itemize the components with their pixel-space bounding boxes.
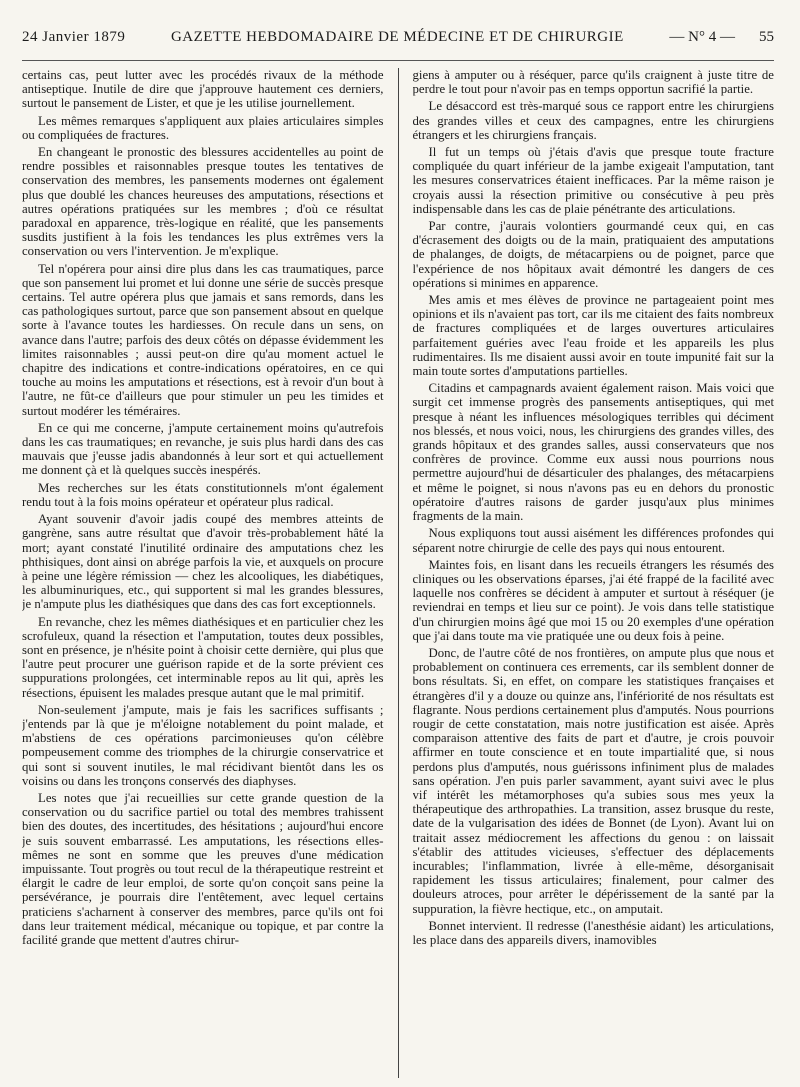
paragraph: Nous expliquons tout aussi aisément les différences profondes qui séparent notre chirurgie de celle des pays qui nous entourent. <box>412 526 774 555</box>
page-header <box>22 14 774 61</box>
issue-date: 24 Janvier 1879 <box>22 28 126 45</box>
paragraph: Tel n'opérera pour ainsi dire plus dans les cas traumatiques, parce que son pansement lui promet et lui donne une série de succès presque certains. Tel autre opérera plus que jamais et sans remords, dans les cas pathologiques surtout, parce que son pansement absout en quelque sorte à l'avance toutes les hardiesses. On recule dans un sens, on avance dans l'autre; parfois des deux côtés on dépasse évidemment les limites raisonnables ; aussi peut-on dire qu'au moment actuel le chapitre des indications et contre-indications opératoires, en ce qui touche au moins les amputations et résections, est à revoir d'un bout à l'autre, ne fût-ce d'ailleurs que pour stimuler un peu les timides et surtout modérer les téméraires. <box>22 261 384 418</box>
paragraph: Par contre, j'aurais volontiers gourmandé ceux qui, en cas d'écrasement des doigts ou de la main, pratiquaient des amputations de phalanges, de doigts, de métacarpiens ou de poignet, parce que l'expérience de nos hôpitaux avait démontré les dangers de ces opérations si minimes en apparence. <box>412 219 774 290</box>
paragraph: Mes recherches sur les états constitutionnels m'ont également rendu tout à la fois moins opérateur et opérateur plus radical. <box>22 480 384 509</box>
paragraph: En ce qui me concerne, j'ampute certainement moins qu'autrefois dans les cas traumatiques; en revanche, je suis plus hardi dans des cas mauvais que j'eusse jadis abandonnés à leur sort et qui actuellement me donnent çà et là quelques succès inespérés. <box>22 420 384 478</box>
page-number: 55 <box>758 28 774 45</box>
journal-title: GAZETTE HEBDOMADAIRE DE MÉDECINE ET DE CHIRURGIE <box>170 28 624 45</box>
paragraph: Il fut un temps où j'étais d'avis que presque toute fracture compliquée du quart inférieur de la jambe exigeait l'amputation, tant les mesures conservatrices étaient inefficaces. Par la même raison je croyais aussi la résection primitive ou consécutive à peu près indispensable dans les cas de plaie pénétrante des articulations. <box>412 145 774 216</box>
article-body <box>22 68 774 1078</box>
paragraph: Donc, de l'autre côté de nos frontières, on ampute plus que nous et probablement on continuera ces errements, car ils semblent donner de bons résultats. Si, en effet, on compare les statistiques françaises et étrangères d'il y a douze ou quinze ans, l'infériorité de nos résultats est flagrante. Nous perdions certainement plus d'amputés. Nous pourrions rougir de cette constatation, mais notre justification est aisée. Après comparaison attentive des faits de part et d'autre, je crois pouvoir affirmer en toute conscience et en toute impartialité que, si nous perdons plus d'amputés, nous guérissons infiniment plus de malades sans opération. J'en puis parler savamment, ayant suivi avec le plus vif intérêt les métamorphoses qu'a subies sous mes yeux la thérapeutique des arthropathies. La transition, assez brusque du reste, date de la vulgarisation des idées de Bonnet (de Lyon). Avant lui on traitait assez médiocrement les affections du genou : on laissait s'établir des attitudes vicieuses, s'effectuer des déplacements incurables; l'inflammation, livrée à elle-même, désorganisait rapidement les tissus articulaires; finalement, pour calmer des douleurs atroces, pour arrêter le dépérissement de la santé par la suppuration, la fièvre hectique, etc., on amputait. <box>412 645 774 916</box>
paragraph: Les mêmes remarques s'appliquent aux plaies articulaires simples ou compliquées de fractures. <box>22 113 384 142</box>
paragraph: Les notes que j'ai recueillies sur cette grande question de la conservation ou du sacrifice partiel ou total des membres trahissent bien des doutes, des incertitudes, des hésitations ; aujourd'hui encore je suis souvent embarrassé. Les amputations, les résections elles-mêmes ne sont en somme que les preuves d'une médication impuissante. Tout progrès ou tout recul de la thérapeutique restreint et élargit le cadre de leur emploi, de sorte qu'on conçoit sans peine la persévérance, je pourrais dire l'entêtement, avec lequel certains praticiens s'acharnent à conserver des membres, parce qu'ils ont foi dans leur traitement médical, mécanique ou topique, et par contre la facilité grande que mettent d'autres chirur- <box>22 790 384 947</box>
paragraph: En changeant le pronostic des blessures accidentelles au point de rendre possibles et raisonnables presque toutes les tentatives de conservation des membres, les pansements modernes ont également plus que doublé les chances heureuses des amputations, résections et autres opérations pratiquées sur les membres ; d'où ce résultat paradoxal en apparence, très-logique en réalité, que les pansements susdits justifient à la fois les tendances les plus extrêmes vers la conservation ou vers l'intervention. Je m'explique. <box>22 145 384 259</box>
paragraph: giens à amputer ou à réséquer, parce qu'ils craignent à juste titre de perdre le tout pour n'avoir pas en temps opportun sacrifié la partie. <box>412 68 774 97</box>
paragraph: Citadins et campagnards avaient également raison. Mais voici que surgit cet immense progrès des pansements antiseptiques, qui met presque à néant les influences mésologiques terribles qui déciment nos blessés, et nous voici, nous, les chirurgiens des grandes villes, des grands hôpitaux et des grandes salles, aussi conservateurs que nos confrères de province. Comme eux aussi nous pourrions nous permettre aujourd'hui de désarticuler des phalanges, des métacarpiens et même le poignet, si nous n'avons pas eu en dehors du pronostic opératoire d'autres raisons de garder jusqu'aux plus minimes fragments de la main. <box>412 381 774 524</box>
issue-number: — N° 4 — <box>669 28 735 45</box>
paragraph: certains cas, peut lutter avec les procédés rivaux de la méthode antiseptique. Inutile de dire que j'approuve hautement ces derniers, surtout le pansement de Lister, et que je les utilise journellement. <box>22 68 384 111</box>
paragraph: Maintes fois, en lisant dans les recueils étrangers les résumés des cliniques ou les observations éparses, j'ai été frappé de la facilité avec laquelle nos confrères se décident à amputer et surtout à réséquer (je reviendrai en temps et lieu sur ce point). Je vois dans telle statistique d'un chirurgien moins âgé que moi 15 ou 20 exemples d'une opération que j'ai dans toute ma vie pratiquée une ou deux fois à peine. <box>412 557 774 643</box>
paragraph: Bonnet intervient. Il redresse (l'anesthésie aidant) les articulations, les place dans des appareils divers, inamovibles <box>412 918 774 947</box>
paragraph: Non-seulement j'ampute, mais je fais les sacrifices suffisants ; j'entends par là que je m'éloigne notablement du point malade, et m'abstiens de ces opérations parcimonieuses qu'on célèbre pompeusement comme des triomphes de la chirurgie conservatrice et qui sont si souvent inutiles, le mal récidivant bientôt dans les os voisins ou dans les tronçons conservés des diaphyses. <box>22 702 384 788</box>
header-right <box>669 29 774 46</box>
paragraph: Mes amis et mes élèves de province ne partageaient point mes opinions et ils n'avaient pas tort, car ils me citaient des faits nombreux de fractures compliquées et de larges ouvertures articulaires parfaitement guéries avec l'eau froide et les appareils les plus rudimentaires. Ils me disaient aussi avoir en toute impunité fait sur la main toute sortes d'amputations partielles. <box>412 293 774 379</box>
right-column <box>413 68 775 1078</box>
column-divider <box>398 68 399 1078</box>
paragraph: Le désaccord est très-marqué sous ce rapport entre les chirurgiens des grandes villes et ceux des campagnes, entre les chirurgiens étrangers et les chirurgiens français. <box>412 99 774 142</box>
paragraph: En revanche, chez les mêmes diathésiques et en particulier chez les scrofuleux, quand la résection et l'amputation, toutes deux possibles, sont en présence, je n'hésite point à choisir cette dernière, qui plus que l'autre peut procurer une guérison rapide et de la sorte prévient ces suppurations prolongées, cet interminable repos au lit qui, après les résections, épuisent les malades presque autant que le mal primitif. <box>22 614 384 700</box>
paragraph: Ayant souvenir d'avoir jadis coupé des membres atteints de gangrène, sans autre résultat que d'avoir très-probablement hâté la mort; ayant constaté l'inutilité ordinaire des amputations chez les phthisiques, dont ainsi on abrége parfois la vie, et auxquels on procure à peine une légère rémission — chez les alcooliques, les diabétiques, les albuminuriques, etc., qui supportent si mal les grandes blessures, je n'ampute plus les diathésiques que dans des cas fort exceptionnels. <box>22 512 384 612</box>
left-column <box>22 68 384 1078</box>
